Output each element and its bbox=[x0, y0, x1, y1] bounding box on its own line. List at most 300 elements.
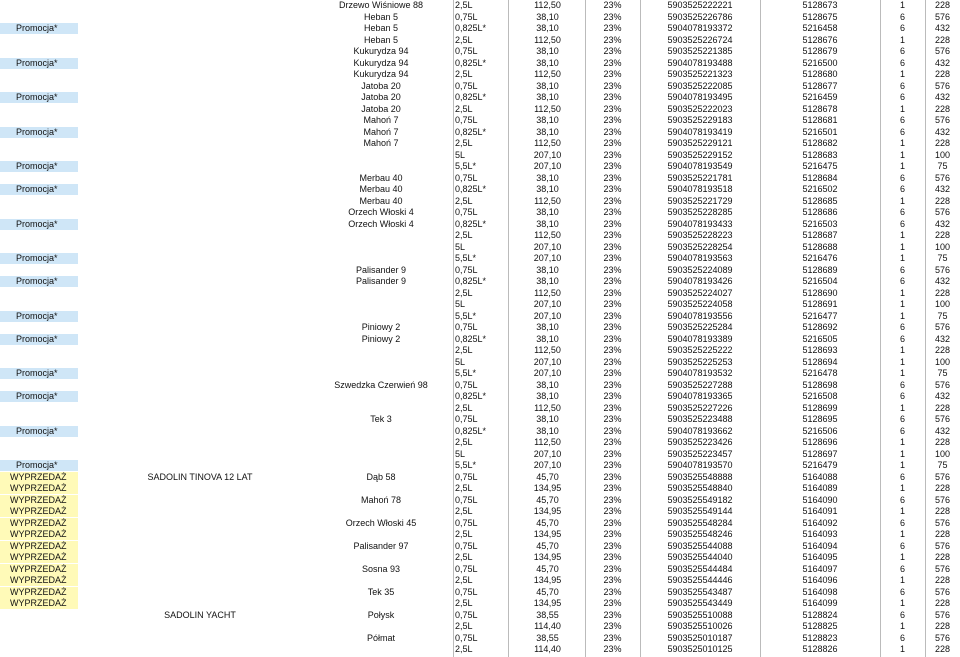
table-row bbox=[0, 518, 960, 529]
index-code-cell: 5216458 bbox=[802, 23, 838, 33]
index-code-cell: 5128678 bbox=[802, 103, 838, 114]
pack-multiple-cell: 1 bbox=[899, 356, 905, 367]
table-row bbox=[0, 92, 960, 103]
table-row bbox=[0, 460, 960, 471]
product-name-cell bbox=[80, 311, 320, 322]
ean-code-cell: 5904078193532 bbox=[667, 368, 733, 378]
pack-multiple-cell: 1 bbox=[899, 402, 905, 413]
index-code-cell: 5128699 bbox=[802, 402, 838, 413]
net-price-cell: 38,10 bbox=[536, 80, 559, 91]
pack-multiple-cell: 6 bbox=[899, 494, 905, 505]
index-code-cell: 5128688 bbox=[802, 241, 838, 252]
ean-code-cell: 5903525222085 bbox=[667, 80, 733, 91]
volume-cell: 2,5L bbox=[455, 552, 473, 562]
volume-cell: 5L bbox=[455, 149, 466, 160]
volume-cell: 2,5L bbox=[455, 138, 473, 148]
column-divider bbox=[508, 0, 509, 657]
promo-label: Promocja* bbox=[0, 426, 78, 437]
index-code-cell: 5128823 bbox=[802, 632, 838, 643]
index-code-cell: 5128690 bbox=[802, 287, 838, 298]
net-price-cell: 207,10 bbox=[533, 253, 562, 263]
ean-code-cell: 5903525010187 bbox=[667, 632, 733, 643]
pack-multiple-cell: 6 bbox=[899, 92, 905, 102]
net-price-cell: 38,10 bbox=[536, 391, 559, 401]
pallet-qty-cell: 576 bbox=[934, 471, 951, 482]
vat-rate-cell: 23% bbox=[603, 195, 622, 206]
index-code-cell: 5216502 bbox=[802, 184, 838, 194]
net-price-cell: 134,95 bbox=[533, 529, 562, 539]
volume-cell: 0,825L* bbox=[455, 276, 487, 286]
pallet-qty-cell: 228 bbox=[934, 345, 951, 355]
volume-cell: 0,825L* bbox=[455, 126, 487, 137]
pallet-qty-cell: 576 bbox=[934, 632, 951, 643]
ean-code-cell: 5904078193488 bbox=[667, 57, 733, 68]
table-row bbox=[0, 230, 960, 241]
pack-multiple-cell: 1 bbox=[899, 149, 905, 160]
pack-multiple-cell: 6 bbox=[899, 115, 905, 125]
pack-multiple-cell: 1 bbox=[899, 161, 905, 171]
volume-cell: 0,75L bbox=[455, 172, 478, 183]
volume-cell: 0,75L bbox=[455, 471, 478, 482]
net-price-cell: 45,70 bbox=[536, 517, 559, 528]
product-name-cell bbox=[80, 644, 320, 655]
pallet-qty-cell: 576 bbox=[934, 172, 951, 183]
net-price-cell: 207,10 bbox=[533, 241, 562, 252]
volume-cell: 0,75L bbox=[455, 11, 478, 22]
index-code-cell: 5128673 bbox=[802, 0, 838, 10]
index-code-cell: 5164092 bbox=[802, 517, 838, 528]
pack-multiple-cell: 6 bbox=[899, 517, 905, 528]
volume-cell: 0,825L* bbox=[455, 425, 487, 436]
color-name-cell: Heban 5 bbox=[363, 23, 399, 33]
net-price-cell: 134,95 bbox=[533, 598, 562, 608]
index-code-cell: 5216479 bbox=[802, 460, 838, 470]
color-name-cell: Kukurydza 94 bbox=[353, 69, 409, 79]
pack-multiple-cell: 6 bbox=[899, 471, 905, 482]
product-name-cell bbox=[80, 529, 320, 540]
ean-code-cell: 5903525222221 bbox=[667, 0, 733, 10]
pack-multiple-cell: 6 bbox=[899, 184, 905, 194]
pack-multiple-cell: 6 bbox=[899, 540, 905, 551]
product-name-cell bbox=[80, 92, 320, 103]
pallet-qty-cell: 576 bbox=[934, 322, 951, 332]
ean-code-cell: 5904078193495 bbox=[667, 92, 733, 102]
vat-rate-cell: 23% bbox=[603, 149, 622, 160]
promo-label: Promocja* bbox=[0, 58, 78, 69]
table-row bbox=[0, 403, 960, 414]
product-name-cell bbox=[80, 81, 320, 92]
product-name-cell bbox=[80, 265, 320, 276]
vat-rate-cell: 23% bbox=[603, 644, 622, 654]
vat-rate-cell: 23% bbox=[603, 126, 622, 137]
ean-code-cell: 5903525510088 bbox=[667, 609, 733, 620]
pallet-qty-cell: 432 bbox=[934, 276, 951, 286]
product-name-cell bbox=[80, 299, 320, 310]
table-row bbox=[0, 184, 960, 195]
pack-multiple-cell: 1 bbox=[899, 460, 905, 470]
volume-cell: 0,825L* bbox=[455, 23, 487, 33]
index-code-cell: 5164091 bbox=[802, 506, 838, 516]
volume-cell: 5,5L* bbox=[455, 161, 477, 171]
vat-rate-cell: 23% bbox=[603, 460, 622, 470]
sale-label: WYPRZEDAŻ bbox=[0, 506, 78, 517]
color-name-cell: Kukurydza 94 bbox=[353, 46, 409, 56]
product-name-cell bbox=[80, 207, 320, 218]
volume-cell: 2,5L bbox=[455, 575, 473, 585]
ean-code-cell: 5903525229121 bbox=[667, 138, 733, 148]
vat-rate-cell: 23% bbox=[603, 34, 622, 45]
net-price-cell: 134,95 bbox=[533, 575, 562, 585]
pallet-qty-cell: 100 bbox=[934, 149, 951, 160]
pallet-qty-cell: 576 bbox=[934, 11, 951, 22]
table-row bbox=[0, 334, 960, 345]
volume-cell: 5,5L* bbox=[455, 368, 477, 378]
ean-code-cell: 5904078193372 bbox=[667, 23, 733, 33]
index-code-cell: 5128683 bbox=[802, 149, 838, 160]
net-price-cell: 112,50 bbox=[534, 345, 561, 355]
ean-code-cell: 5903525544446 bbox=[667, 575, 733, 585]
vat-rate-cell: 23% bbox=[603, 517, 622, 528]
net-price-cell: 38,55 bbox=[536, 632, 559, 643]
promo-label: Promocja* bbox=[0, 311, 78, 322]
pallet-qty-cell: 228 bbox=[934, 575, 951, 585]
color-name-cell: Kukurydza 94 bbox=[353, 57, 409, 68]
ean-code-cell: 5903525228285 bbox=[667, 207, 733, 217]
sale-label: WYPRZEDAŻ bbox=[0, 564, 78, 575]
table-row bbox=[0, 12, 960, 23]
color-name-cell bbox=[320, 437, 442, 448]
net-price-cell: 38,10 bbox=[536, 414, 559, 424]
volume-cell: 5,5L* bbox=[455, 253, 477, 263]
column-divider bbox=[640, 0, 641, 657]
pallet-qty-cell: 228 bbox=[934, 195, 951, 206]
color-name-cell: Dąb 58 bbox=[366, 471, 396, 482]
pallet-qty-cell: 75 bbox=[937, 161, 948, 171]
pack-multiple-cell: 1 bbox=[899, 138, 905, 148]
ean-code-cell: 5903525228254 bbox=[667, 241, 733, 252]
ean-code-cell: 5903525548246 bbox=[667, 529, 733, 539]
ean-code-cell: 5903525227288 bbox=[667, 379, 733, 390]
color-name-cell: Piniowy 2 bbox=[361, 322, 401, 332]
pallet-qty-cell: 228 bbox=[934, 230, 951, 240]
index-code-cell: 5128679 bbox=[802, 46, 838, 56]
volume-cell: 2,5L bbox=[455, 598, 473, 608]
color-name-cell: Palisander 97 bbox=[353, 540, 409, 551]
volume-cell: 0,825L* bbox=[455, 92, 487, 102]
ean-code-cell: 5904078193518 bbox=[667, 184, 733, 194]
sale-label: WYPRZEDAŻ bbox=[0, 518, 78, 529]
volume-cell: 0,75L bbox=[455, 264, 478, 275]
pallet-qty-cell: 432 bbox=[934, 23, 951, 33]
pack-multiple-cell: 6 bbox=[899, 333, 905, 344]
ean-code-cell: 5903525544484 bbox=[667, 563, 733, 574]
vat-rate-cell: 23% bbox=[603, 138, 622, 148]
volume-cell: 0,825L* bbox=[455, 391, 487, 401]
color-name-cell: Orzech Włoski 4 bbox=[348, 207, 414, 217]
index-code-cell: 5128693 bbox=[802, 345, 838, 355]
net-price-cell: 207,10 bbox=[533, 299, 562, 309]
pack-multiple-cell: 6 bbox=[899, 632, 905, 643]
table-row bbox=[0, 127, 960, 138]
product-name-cell bbox=[80, 127, 320, 138]
product-name-cell bbox=[80, 506, 320, 517]
ean-code-cell: 5903525221323 bbox=[667, 69, 733, 79]
table-row bbox=[0, 472, 960, 483]
color-name-cell: Merbau 40 bbox=[359, 184, 403, 194]
pack-multiple-cell: 6 bbox=[899, 586, 905, 597]
ean-code-cell: 5904078193426 bbox=[667, 276, 733, 286]
color-name-cell: Jatoba 20 bbox=[361, 103, 401, 114]
volume-cell: 0,75L bbox=[455, 517, 478, 528]
promo-label: Promocja* bbox=[0, 391, 78, 402]
table-row bbox=[0, 322, 960, 333]
index-code-cell: 5128691 bbox=[802, 299, 838, 309]
vat-rate-cell: 23% bbox=[603, 563, 622, 574]
vat-rate-cell: 23% bbox=[603, 552, 622, 562]
pallet-qty-cell: 576 bbox=[934, 264, 951, 275]
vat-rate-cell: 23% bbox=[603, 609, 622, 620]
volume-cell: 5L bbox=[455, 299, 466, 309]
table-row bbox=[0, 449, 960, 460]
pack-multiple-cell: 1 bbox=[899, 368, 905, 378]
table-row bbox=[0, 104, 960, 115]
product-name-cell bbox=[80, 403, 320, 414]
pack-multiple-cell: 1 bbox=[899, 103, 905, 114]
table-row bbox=[0, 265, 960, 276]
pallet-qty-cell: 75 bbox=[937, 310, 948, 321]
product-name-cell bbox=[80, 58, 320, 69]
color-name-cell bbox=[320, 506, 442, 517]
vat-rate-cell: 23% bbox=[603, 172, 622, 183]
promo-label: Promocja* bbox=[0, 219, 78, 230]
table-row bbox=[0, 414, 960, 425]
product-name-cell bbox=[80, 242, 320, 253]
table-row bbox=[0, 368, 960, 379]
vat-rate-cell: 23% bbox=[603, 322, 622, 332]
ean-code-cell: 5903525225222 bbox=[667, 345, 733, 355]
column-divider bbox=[453, 0, 454, 657]
vat-rate-cell: 23% bbox=[603, 379, 622, 390]
vat-rate-cell: 23% bbox=[603, 310, 622, 321]
pack-multiple-cell: 6 bbox=[899, 563, 905, 574]
volume-cell: 2,5L bbox=[455, 103, 473, 114]
index-code-cell: 5164088 bbox=[802, 471, 838, 482]
pallet-qty-cell: 432 bbox=[934, 92, 951, 102]
column-divider bbox=[585, 0, 586, 657]
index-code-cell: 5164096 bbox=[802, 575, 838, 585]
product-name-cell bbox=[80, 391, 320, 402]
color-name-cell bbox=[320, 242, 442, 253]
table-row bbox=[0, 69, 960, 80]
pallet-qty-cell: 228 bbox=[934, 621, 951, 631]
vat-rate-cell: 23% bbox=[603, 586, 622, 597]
sale-label: WYPRZEDAŻ bbox=[0, 529, 78, 540]
pack-multiple-cell: 1 bbox=[899, 598, 905, 608]
net-price-cell: 112,50 bbox=[534, 195, 561, 206]
table-row bbox=[0, 35, 960, 46]
color-name-cell: Jatoba 20 bbox=[361, 92, 401, 102]
pack-multiple-cell: 1 bbox=[899, 437, 905, 447]
promo-label: Promocja* bbox=[0, 184, 78, 195]
index-code-cell: 5216459 bbox=[802, 92, 838, 102]
ean-code-cell: 5903525510026 bbox=[667, 621, 733, 631]
color-name-cell: Sosna 93 bbox=[361, 563, 401, 574]
product-name-cell bbox=[80, 161, 320, 172]
table-row bbox=[0, 633, 960, 644]
table-row bbox=[0, 161, 960, 172]
net-price-cell: 114,40 bbox=[534, 621, 561, 631]
net-price-cell: 112,50 bbox=[534, 103, 561, 114]
volume-cell: 0,75L bbox=[455, 322, 478, 332]
product-name-cell bbox=[80, 288, 320, 299]
product-name-cell bbox=[80, 633, 320, 644]
pallet-qty-cell: 576 bbox=[934, 414, 951, 424]
product-name-cell bbox=[80, 621, 320, 632]
net-price-cell: 38,10 bbox=[536, 184, 559, 194]
pack-multiple-cell: 1 bbox=[899, 230, 905, 240]
pack-multiple-cell: 6 bbox=[899, 46, 905, 56]
vat-rate-cell: 23% bbox=[603, 494, 622, 505]
pallet-qty-cell: 432 bbox=[934, 218, 951, 229]
pack-multiple-cell: 1 bbox=[899, 621, 905, 631]
index-code-cell: 5216476 bbox=[802, 253, 838, 263]
net-price-cell: 38,10 bbox=[536, 23, 559, 33]
pallet-qty-cell: 75 bbox=[937, 368, 948, 378]
pack-multiple-cell: 6 bbox=[899, 379, 905, 390]
pack-multiple-cell: 1 bbox=[899, 0, 905, 10]
table-row bbox=[0, 150, 960, 161]
table-row bbox=[0, 0, 960, 11]
net-price-cell: 38,10 bbox=[536, 57, 559, 68]
net-price-cell: 38,10 bbox=[536, 207, 559, 217]
table-row bbox=[0, 311, 960, 322]
ean-code-cell: 5903525548284 bbox=[667, 517, 733, 528]
ean-code-cell: 5903525224027 bbox=[667, 287, 733, 298]
table-row bbox=[0, 276, 960, 287]
pallet-qty-cell: 228 bbox=[934, 138, 951, 148]
net-price-cell: 38,10 bbox=[536, 276, 559, 286]
volume-cell: 2,5L bbox=[455, 402, 473, 413]
index-code-cell: 5128680 bbox=[802, 69, 838, 79]
volume-cell: 0,75L bbox=[455, 563, 478, 574]
net-price-cell: 207,10 bbox=[533, 368, 562, 378]
sale-label: WYPRZEDAŻ bbox=[0, 483, 78, 494]
vat-rate-cell: 23% bbox=[603, 241, 622, 252]
product-name-cell bbox=[80, 104, 320, 115]
color-name-cell: Mahoń 7 bbox=[363, 115, 399, 125]
index-code-cell: 5128676 bbox=[802, 34, 838, 45]
sale-label: WYPRZEDAŻ bbox=[0, 587, 78, 598]
ean-code-cell: 5904078193549 bbox=[667, 161, 733, 171]
pallet-qty-cell: 576 bbox=[934, 563, 951, 574]
color-name-cell bbox=[320, 345, 442, 356]
color-name-cell bbox=[320, 598, 442, 609]
pallet-qty-cell: 432 bbox=[934, 126, 951, 137]
product-name-cell bbox=[80, 46, 320, 57]
index-code-cell: 5128685 bbox=[802, 195, 838, 206]
product-name-cell bbox=[80, 368, 320, 379]
volume-cell: 2,5L bbox=[455, 506, 473, 516]
vat-rate-cell: 23% bbox=[603, 345, 622, 355]
vat-rate-cell: 23% bbox=[603, 437, 622, 447]
sale-label: WYPRZEDAŻ bbox=[0, 541, 78, 552]
net-price-cell: 112,50 bbox=[534, 138, 561, 148]
color-name-cell bbox=[320, 460, 442, 471]
net-price-cell: 38,10 bbox=[536, 126, 559, 137]
product-name-cell bbox=[80, 35, 320, 46]
pallet-qty-cell: 576 bbox=[934, 540, 951, 551]
color-name-cell bbox=[320, 391, 442, 402]
index-code-cell: 5164098 bbox=[802, 586, 838, 597]
pallet-qty-cell: 228 bbox=[934, 483, 951, 493]
ean-code-cell: 5903525225253 bbox=[667, 356, 733, 367]
net-price-cell: 112,50 bbox=[534, 230, 561, 240]
product-name-cell bbox=[80, 138, 320, 149]
color-name-cell: Palisander 9 bbox=[355, 276, 407, 286]
index-code-cell: 5128675 bbox=[802, 11, 838, 22]
pallet-qty-cell: 228 bbox=[934, 34, 951, 45]
table-row bbox=[0, 621, 960, 632]
pack-multiple-cell: 6 bbox=[899, 425, 905, 436]
color-name-cell bbox=[320, 368, 442, 379]
pallet-qty-cell: 432 bbox=[934, 184, 951, 194]
volume-cell: 2,5L bbox=[455, 621, 473, 631]
color-name-cell: Merbau 40 bbox=[359, 172, 403, 183]
volume-cell: 2,5L bbox=[455, 644, 473, 654]
ean-code-cell: 5904078193419 bbox=[667, 126, 733, 137]
product-name-cell bbox=[80, 380, 320, 391]
vat-rate-cell: 23% bbox=[603, 253, 622, 263]
vat-rate-cell: 23% bbox=[603, 391, 622, 401]
index-code-cell: 5128824 bbox=[802, 609, 838, 620]
volume-cell: 2,5L bbox=[455, 483, 473, 493]
promo-label: Promocja* bbox=[0, 253, 78, 264]
volume-cell: 5L bbox=[455, 241, 466, 252]
volume-cell: 5,5L* bbox=[455, 310, 477, 321]
vat-rate-cell: 23% bbox=[603, 69, 622, 79]
table-row bbox=[0, 115, 960, 126]
ean-code-cell: 5903525544040 bbox=[667, 552, 733, 562]
pack-multiple-cell: 6 bbox=[899, 609, 905, 620]
net-price-cell: 38,10 bbox=[536, 92, 559, 102]
product-name-cell: SADOLIN YACHT bbox=[164, 609, 236, 620]
product-name-cell bbox=[80, 541, 320, 552]
product-name-cell bbox=[80, 253, 320, 264]
net-price-cell: 45,70 bbox=[536, 563, 559, 574]
product-name-cell bbox=[80, 449, 320, 460]
promo-label: Promocja* bbox=[0, 23, 78, 34]
color-name-cell bbox=[320, 426, 442, 437]
ean-code-cell: 5903525229183 bbox=[667, 115, 733, 125]
net-price-cell: 38,10 bbox=[536, 379, 559, 390]
color-name-cell bbox=[320, 552, 442, 563]
index-code-cell: 5216508 bbox=[802, 391, 838, 401]
volume-cell: 0,75L bbox=[455, 609, 478, 620]
pack-multiple-cell: 1 bbox=[899, 448, 905, 459]
pallet-qty-cell: 228 bbox=[934, 402, 951, 413]
product-name-cell bbox=[80, 564, 320, 575]
index-code-cell: 5128697 bbox=[802, 448, 838, 459]
pack-multiple-cell: 6 bbox=[899, 414, 905, 424]
pallet-qty-cell: 228 bbox=[934, 437, 951, 447]
promo-label: Promocja* bbox=[0, 161, 78, 172]
product-name-cell bbox=[80, 322, 320, 333]
net-price-cell: 38,10 bbox=[536, 115, 559, 125]
color-name-cell: Mahoń 78 bbox=[360, 494, 402, 505]
pallet-qty-cell: 75 bbox=[937, 460, 948, 470]
ean-code-cell: 5904078193556 bbox=[667, 310, 733, 321]
volume-cell: 5,5L* bbox=[455, 460, 477, 470]
